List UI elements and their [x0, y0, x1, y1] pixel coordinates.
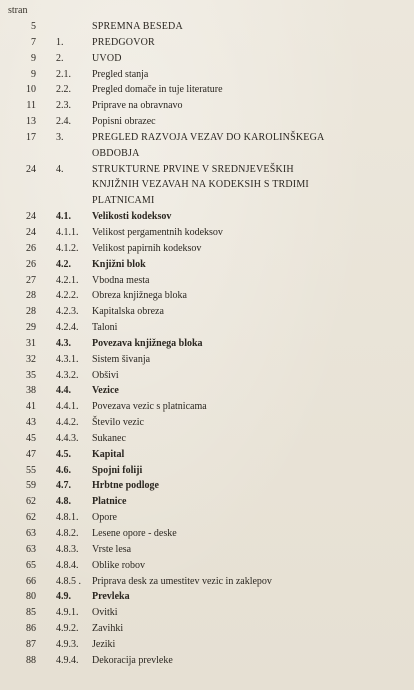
toc-section-number: 2.	[56, 52, 64, 64]
toc-section-number: 4.2.4.	[56, 322, 79, 334]
toc-entry	[0, 336, 414, 352]
toc-section-title: Število vezic	[92, 417, 144, 429]
toc-page-number: 28	[26, 290, 36, 302]
toc-section-title: Lesene opore - deske	[92, 528, 177, 539]
toc-section-title: Velikost pergamentnih kodeksov	[92, 226, 223, 238]
toc-entry	[0, 98, 414, 114]
toc-entry	[0, 35, 414, 51]
toc-section-number: 4.4.	[56, 385, 71, 397]
toc-section-title: KNJIŽNIH VEZAVAH NA KODEKSIH S TRDIMI	[92, 179, 309, 191]
toc-entry	[0, 415, 414, 431]
toc-page-number: 62	[26, 496, 36, 508]
toc-section-title: Priprava desk za umestitev vezic in zaklepov	[92, 575, 272, 587]
toc-section-number: 4.7.	[56, 480, 71, 492]
toc-section-number: 4.1.1.	[56, 226, 79, 238]
toc-page-number: 63	[26, 528, 36, 539]
toc-entry	[0, 146, 414, 162]
toc-section-number: 2.4.	[56, 116, 71, 128]
toc-section-number: 4.2.2.	[56, 290, 79, 302]
toc-page-number: 85	[26, 607, 36, 619]
toc-section-number: 4.8.3.	[56, 543, 79, 555]
toc-entry	[0, 368, 414, 384]
toc-page-number: 17	[26, 131, 36, 143]
toc-page-number: 28	[26, 306, 36, 318]
toc-page-number: 43	[26, 417, 36, 429]
toc-entry	[0, 637, 414, 653]
toc-section-number: 4.2.3.	[56, 306, 79, 318]
toc-section-number: 4.9.2.	[56, 623, 79, 635]
toc-entry	[0, 558, 414, 574]
toc-section-number: 2.3.	[56, 100, 71, 112]
toc-page-number: 10	[26, 84, 36, 96]
toc-page-number: 24	[26, 163, 36, 175]
toc-section-title: Velikosti kodeksov	[92, 211, 172, 223]
toc-section-title: Povezava vezic s platnicama	[92, 401, 207, 413]
toc-entry	[0, 209, 414, 225]
toc-section-number: 3.	[56, 131, 64, 143]
toc-section-title: Velikost papirnih kodeksov	[92, 242, 202, 254]
toc-entry	[0, 463, 414, 479]
toc-entry	[0, 82, 414, 98]
toc-section-number: 4.1.2.	[56, 242, 79, 254]
toc-entry	[0, 130, 414, 146]
toc-section-number: 4.	[56, 163, 64, 175]
toc-page-number: 41	[26, 401, 36, 413]
toc-section-title: Popisni obrazec	[92, 116, 156, 128]
toc-section-number: 2.2.	[56, 84, 71, 96]
toc-entry	[0, 478, 414, 494]
toc-section-title: PREDGOVOR	[92, 36, 155, 48]
toc-section-number: 4.3.1.	[56, 353, 79, 365]
toc-section-title: Pregled stanja	[92, 68, 149, 80]
toc-section-title: Zavihki	[92, 623, 124, 635]
toc-page-number: 47	[26, 448, 36, 460]
toc-entry	[0, 193, 414, 209]
toc-entry	[0, 162, 414, 178]
toc-section-title: Taloni	[92, 322, 118, 334]
toc-section-number: 4.9.3.	[56, 638, 79, 650]
toc-page-number: 29	[26, 322, 36, 334]
toc-entry	[0, 257, 414, 273]
toc-entry	[0, 51, 414, 67]
toc-section-number: 4.9.	[56, 591, 71, 603]
toc-page-number: 5	[31, 21, 36, 32]
toc-entry	[0, 605, 414, 621]
toc-section-title: Obreza knjižnega bloka	[92, 290, 187, 302]
toc-section-title: Kapitalska obreza	[92, 306, 164, 318]
toc-section-title: Ovitki	[92, 607, 118, 619]
toc-entry	[0, 225, 414, 241]
toc-section-title: Oblike robov	[92, 559, 146, 571]
toc-page-number: 80	[26, 591, 36, 603]
toc-section-title: Knjižni blok	[92, 258, 146, 270]
toc-section-title: UVOD	[92, 52, 122, 64]
toc-section-number: 4.4.1.	[56, 401, 79, 413]
toc-section-title: Hrbtne podloge	[92, 480, 159, 492]
toc-page-number: 9	[31, 68, 36, 80]
toc-section-title: Jeziki	[92, 638, 116, 650]
toc-section-title: PLATNICAMI	[92, 195, 155, 207]
toc-section-title: Povezava knjižnega bloka	[92, 337, 203, 349]
toc-page-number: 7	[31, 36, 36, 48]
toc-section-title: Prevleka	[92, 591, 130, 603]
toc-entry	[0, 589, 414, 605]
toc-page-number: 88	[26, 654, 36, 666]
toc-section-title: Obšivi	[92, 369, 119, 381]
toc-section-number: 1.	[56, 36, 64, 48]
toc-section-title: OBDOBJA	[92, 147, 140, 159]
toc-page-number: 32	[26, 353, 36, 365]
toc-entry	[0, 114, 414, 130]
toc-page-number: 27	[26, 274, 36, 286]
toc-page-number: 86	[26, 623, 36, 635]
toc-entry	[0, 431, 414, 447]
toc-entry	[0, 19, 414, 35]
toc-section-number: 4.4.3.	[56, 432, 79, 444]
toc-section-title: Kapital	[92, 448, 125, 460]
toc-section-number: 4.5.	[56, 448, 71, 460]
toc-entry	[0, 526, 414, 542]
toc-section-title: PREGLED RAZVOJA VEZAV DO KAROLINŠKEGA	[92, 131, 325, 143]
toc-page-number: 55	[26, 464, 36, 476]
toc-entry	[0, 320, 414, 336]
toc-section-title: Sistem šivanja	[92, 353, 151, 365]
toc-section-number: 4.6.	[56, 464, 71, 476]
toc-section-title: Pregled domače in tuje literature	[92, 84, 223, 96]
toc-section-number: 4.2.	[56, 258, 71, 270]
toc-section-number: 4.9.4.	[56, 654, 79, 666]
toc-section-title: STRUKTURNE PRVINE V SREDNJEVEŠKIH	[92, 163, 294, 175]
toc-page-number: 26	[26, 258, 36, 270]
toc-entry	[0, 273, 414, 289]
toc-section-number: 4.3.	[56, 337, 71, 349]
toc-entry	[0, 288, 414, 304]
toc-section-number: 4.9.1.	[56, 607, 79, 619]
toc-section-title: Vezice	[92, 385, 119, 397]
toc-section-number: 4.2.1.	[56, 274, 79, 286]
toc-entry	[0, 383, 414, 399]
toc-entry	[0, 304, 414, 320]
toc-page-number: 9	[31, 52, 36, 64]
toc-entry	[0, 399, 414, 415]
toc-entry	[0, 574, 414, 590]
toc-entry	[0, 241, 414, 257]
toc-page-number: 11	[26, 100, 36, 112]
toc-page-number: 66	[26, 575, 36, 587]
toc-section-number: 4.1.	[56, 211, 71, 223]
toc-page-number: 62	[26, 512, 36, 524]
toc-section-number: 4.8.2.	[56, 528, 79, 539]
toc-page-number: 63	[26, 543, 36, 555]
toc-entry	[0, 177, 414, 193]
toc-entry	[0, 510, 414, 526]
toc-page-number: 13	[26, 116, 36, 128]
toc-section-title: Sukanec	[92, 432, 126, 444]
toc-entry	[0, 494, 414, 510]
toc-section-title: Dekoracija prevleke	[92, 654, 173, 666]
toc-section-number: 4.8.1.	[56, 512, 79, 524]
toc-section-title: Platnice	[92, 496, 127, 508]
toc-page-number: 24	[26, 211, 36, 223]
toc-page-number: 38	[26, 385, 36, 397]
toc-section-title: Priprave na obravnavo	[92, 100, 183, 112]
page-column-header: stran	[8, 5, 28, 16]
toc-page-number: 65	[26, 559, 36, 571]
toc-entry	[0, 447, 414, 463]
toc-page-number: 24	[26, 226, 36, 238]
toc-page-number: 59	[26, 480, 36, 492]
toc-entry	[0, 352, 414, 368]
toc-section-number: 4.8.	[56, 496, 71, 508]
toc-page-number: 35	[26, 369, 36, 381]
toc-section-number: 2.1.	[56, 68, 71, 80]
toc-section-title: Spojni foliji	[92, 464, 143, 476]
toc-page-number: 45	[26, 432, 36, 444]
toc-section-title: Vrste lesa	[92, 543, 132, 555]
toc-section-number: 4.8.5 .	[56, 575, 81, 587]
toc-entry	[0, 542, 414, 558]
toc-page-number: 87	[26, 638, 36, 650]
toc-page-number: 26	[26, 242, 36, 254]
toc-section-title: Opore	[92, 512, 117, 524]
toc-section-title: Vbodna mesta	[92, 274, 150, 286]
toc-entry	[0, 621, 414, 637]
toc-section-number: 4.4.2.	[56, 417, 79, 429]
toc-section-number: 4.8.4.	[56, 559, 79, 571]
toc-entry	[0, 653, 414, 669]
toc-section-title: SPREMNA BESEDA	[92, 21, 183, 32]
toc-page-number: 31	[26, 337, 36, 349]
table-of-contents	[0, 19, 414, 669]
toc-entry	[0, 67, 414, 83]
toc-section-number: 4.3.2.	[56, 369, 79, 381]
